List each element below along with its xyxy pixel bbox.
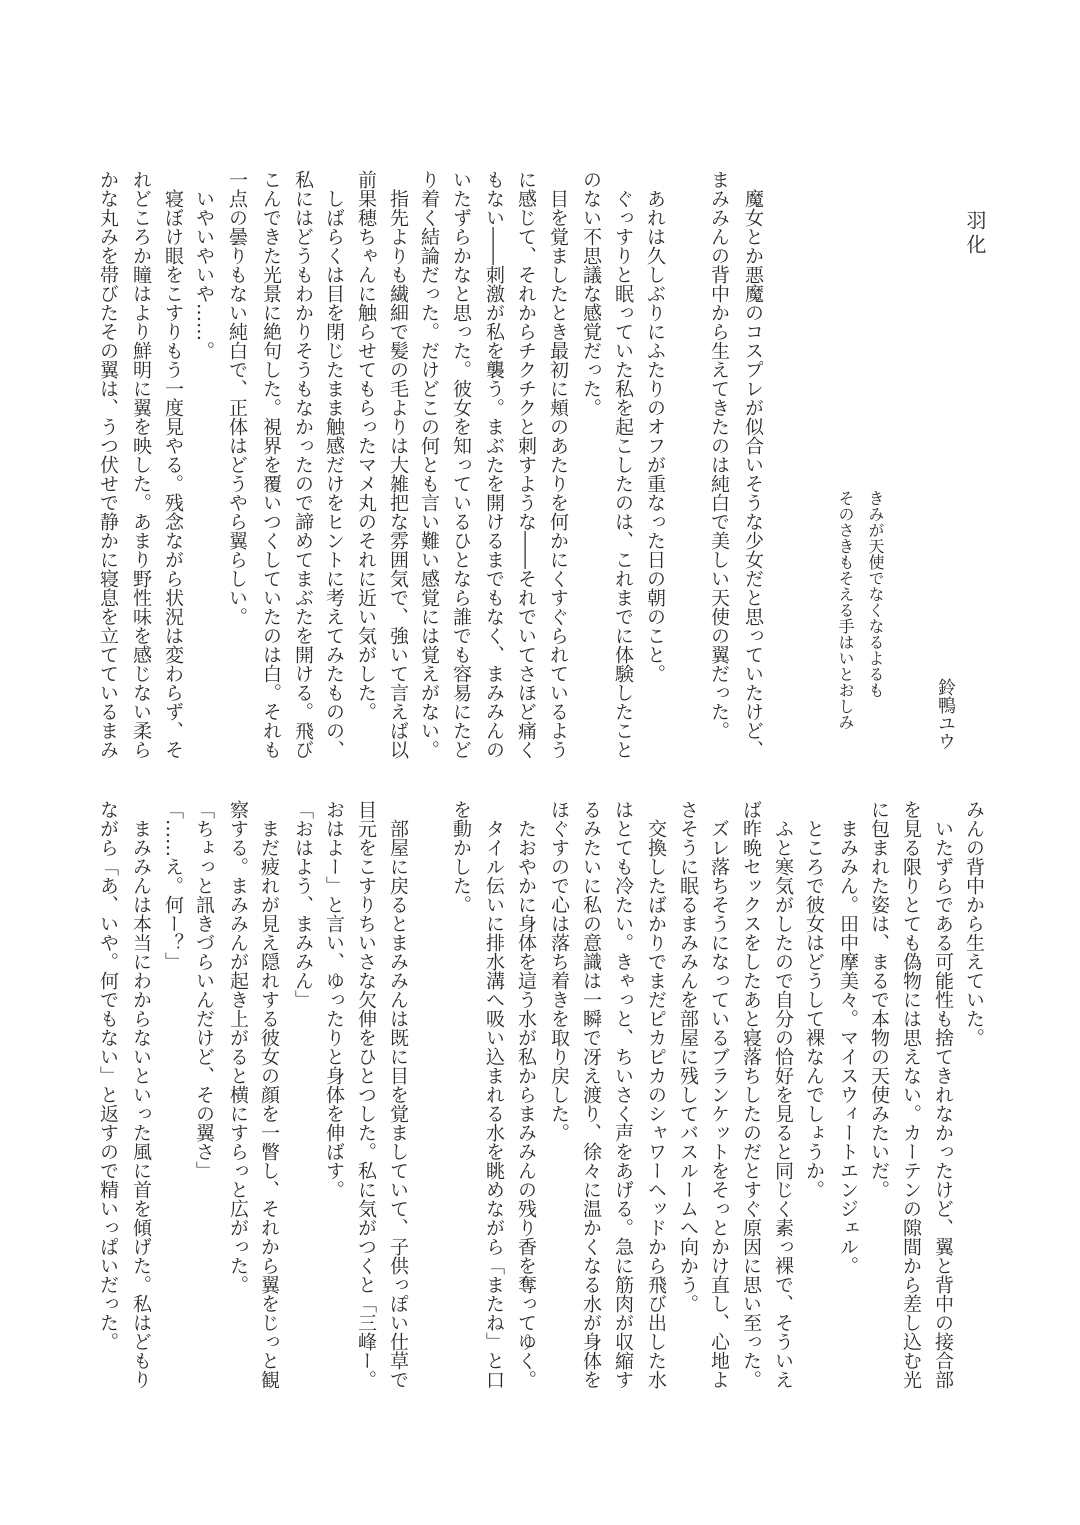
text-column: あれは久しぶりにふたりのオフが重なった日の朝のこと。 xyxy=(644,170,666,683)
text-column: るみたいに私の意識は一瞬で冴え渡り、徐々に温かくなる水が身体を xyxy=(580,800,602,1389)
text-column: 一点の曇りもない純白で、正体はどうやら翼らしい。 xyxy=(226,170,248,626)
text-column: かな丸みを帯びたその翼は、うつ伏せで静かに寝息を立てているまみ xyxy=(97,170,119,759)
text-column: もない――刺激が私を襲う。まぶたを開けるまでもなく、まみみんの xyxy=(483,170,505,759)
text-column: 前果穂ちゃんに触らせてもらったマメ丸のそれに近い気がした。 xyxy=(355,170,377,721)
text-column: 「ちょっと訊きづらいんだけど、その翼さ」 xyxy=(193,800,215,1180)
text-column: ほぐすので心は落ち着きを取り戻した。 xyxy=(548,800,570,1142)
author-name: 鈴鴨ユウ xyxy=(935,678,956,750)
text-column: 「……え。何ー？」 xyxy=(162,800,184,971)
text-column: を動かした。 xyxy=(450,800,472,914)
story-title: 羽化 xyxy=(963,210,987,258)
epigraph-line: そのさきもそえる手はいとおしみ xyxy=(836,490,855,730)
text-column: まだ疲れが見え隠れする彼女の顔を一瞥し、それから翼をじっと観 xyxy=(258,800,280,1389)
text-column: ながら「あ、いや。何でもない」と返すので精いっぱいだった。 xyxy=(97,800,119,1351)
text-column: れどころか瞳はより鮮明に翼を映した。あまり野性味を感じない柔ら xyxy=(130,170,152,759)
text-column: まみみんは本当にわからないといった風に首を傾げた。私はどもり xyxy=(130,800,152,1389)
text-column: に包まれた姿は、まるで本物の天使みたいだ。 xyxy=(868,800,890,1199)
text-column: ズレ落ちそうになっているブランケットをそっとかけ直し、心地よ xyxy=(708,800,730,1389)
text-column: 目元をこすりちいさな欠伸をひとつした。私に気がつくと「三峰ー。 xyxy=(355,800,377,1389)
text-column: おはよー」と言い、ゆったりと身体を伸ばす。 xyxy=(323,800,345,1199)
text-column: 交換したばかりでまだピカピカのシャワーヘッドから飛び出した水 xyxy=(645,800,667,1389)
text-column: まみみん。田中摩美々。マイスウィートエンジェル。 xyxy=(837,800,859,1275)
text-column: ば昨晩セックスをしたあと寝落ちしたのだとすぐ原因に思い至った。 xyxy=(740,800,762,1389)
text-column: こんできた光景に絶句した。視界を覆いつくしていたのは白。それも xyxy=(260,170,282,759)
text-column: まみみんの背中から生えてきたのは純白で美しい天使の翼だった。 xyxy=(708,170,730,740)
text-column: ぐっすりと眠っていた私を起こしたのは、これまでに体験したこと xyxy=(612,170,634,759)
text-column: ふと寒気がしたので自分の恰好を見ると同じく素っ裸で、そういえ xyxy=(772,800,794,1389)
text-column: たおやかに身体を這う水が私からまみみんの残り香を奪ってゆく。 xyxy=(515,800,537,1389)
text-column: いたずらかなと思った。彼女を知っているひとなら誰でも容易にたど xyxy=(450,170,472,759)
text-column: 察する。まみみんが起き上がると横にすらっと広がった。 xyxy=(227,800,249,1294)
text-column: はとても冷たい。きゃっと、ちいさく声をあげる。急に筋肉が収縮す xyxy=(612,800,634,1389)
text-column: いやいやいや……。 xyxy=(193,170,215,360)
text-column: を見る限りとても偽物には思えない。カーテンの隙間から差し込む光 xyxy=(900,800,922,1389)
epigraph-line: きみが天使でなくなるよるも xyxy=(866,490,885,698)
text-column: さそうに眠るまみみんを部屋に残してバスルームへ向かう。 xyxy=(677,800,699,1313)
text-column: り着く結論だった。だけどこの何とも言い難い感覚には覚えがない。 xyxy=(418,170,440,759)
text-column: 私にはどうもわかりそうもなかったので諦めてまぶたを開ける。飛び xyxy=(292,170,314,759)
text-column: 指先よりも繊細で髪の毛よりは大雑把な雰囲気で、強いて言えば以 xyxy=(387,170,409,759)
text-column: 寝ぼけ眼をこすりもう一度見やる。残念ながら状況は変わらず、そ xyxy=(162,170,184,759)
text-column: しばらくは目を閉じたまま触感だけをヒントに考えてみたものの、 xyxy=(323,170,345,759)
text-column: 魔女とか悪魔のコスプレが似合いそうな少女だと思っていたけど、 xyxy=(742,170,764,759)
text-column: ところで彼女はどうして裸なんでしょうか。 xyxy=(803,800,825,1199)
text-column: みんの背中から生えていた。 xyxy=(963,800,985,1047)
text-column: に感じて、それからチクチクと刺すような――それでいてさほど痛く xyxy=(515,170,537,759)
text-column: 「おはよう、まみみん」 xyxy=(292,800,314,1009)
text-column: いたずらである可能性も捨てきれなかったけど、翼と背中の接合部 xyxy=(932,800,954,1389)
text-column: タイル伝いに排水溝へ吸い込まれる水を眺めながら「またね」と口 xyxy=(483,800,505,1389)
text-column: のない不思議な感覚だった。 xyxy=(580,170,602,417)
text-column: 目を覚ましたとき最初に頬のあたりを何かにくすぐられているよう xyxy=(547,170,569,759)
text-column: 部屋に戻るとまみみんは既に目を覚ましていて、子供っぽい仕草で xyxy=(387,800,409,1389)
